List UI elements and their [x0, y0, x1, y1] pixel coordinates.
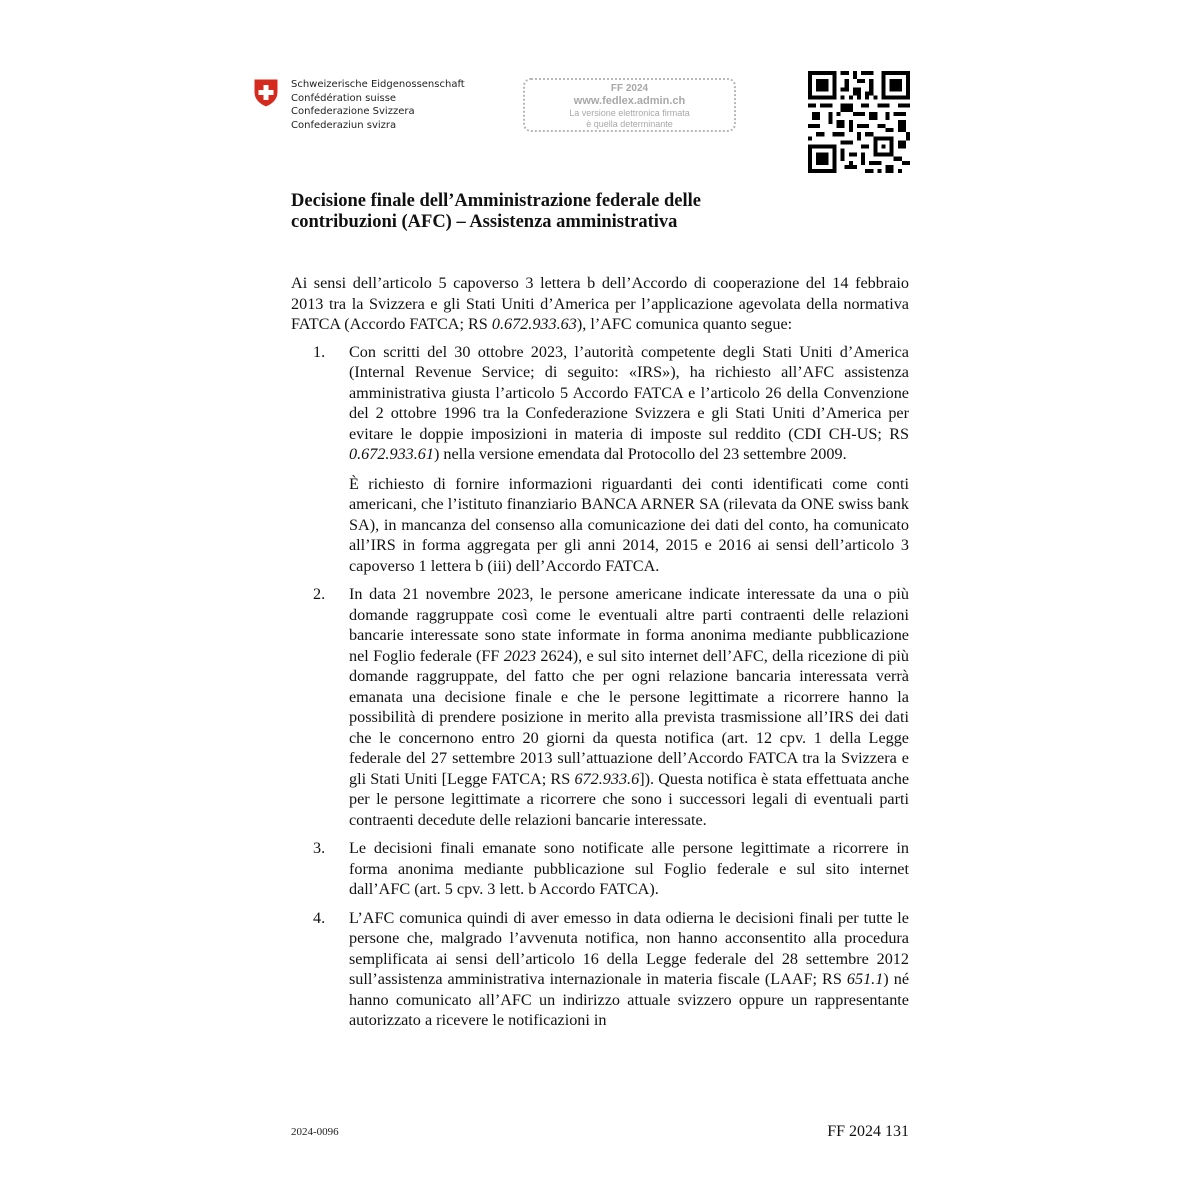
- numbered-item-3: [291, 838, 909, 900]
- item-number: 4.: [313, 908, 326, 927]
- item-2-paragraph: [349, 584, 909, 830]
- document-title: [291, 191, 851, 233]
- item-number: 2.: [313, 585, 326, 603]
- item-3-paragraph: Le decisioni finali emanate sono notificate alle persone legittimate a ricorrere in forma anonima mediante pubblicazione sul Foglio federale e sul sito internet dall’AFC (art. 5 cpv. 3 lett. b Accordo FATCA).: [349, 839, 909, 898]
- page-reference: FF 2024 131: [827, 1123, 909, 1140]
- item-text: ) nella versione emendata dal Protocollo del 23 settembre 2009.: [433, 445, 847, 463]
- item-text: ]). Questa notifica è stata effettuata anche per le persone legittimate a ricorrere che sono i successori legali di eventuali parti contraenti decedute delle relazioni bancarie interessate.: [349, 769, 909, 829]
- item-number: 1.: [313, 342, 326, 361]
- confederation-name-rm: Confederaziun svizra: [291, 119, 397, 131]
- rs-reference: 651.1: [846, 970, 884, 988]
- item-4-paragraph: [349, 908, 909, 1031]
- document-body: [291, 273, 909, 1039]
- title-line-2: contribuzioni (AFC) – Assistenza amministrativa: [291, 212, 678, 232]
- rs-reference: 672.933.6: [574, 769, 640, 788]
- item-text: 2624), e sul sito internet dell’AFC, della ricezione di più domande raggruppate, del fatto che per ogni relazione bancaria interessata verrà emanata una decisione finale e che le persone legittimate a ricorrere hanno la possibilità di prendere posizione in merito alla prevista trasmissione all’IRS dei dati che le concernono entro 20 giorni da questa notifica (art. 12 cpv. 1 della Legge federale del 27 settembre 2013 sull’attuazione dell’Accordo FATCA tra la Svizzera e gli Stati Uniti [Legge FATCA; RS: [349, 646, 909, 788]
- numbered-item-1: [291, 342, 909, 577]
- swiss-cross-shield-icon: [253, 78, 279, 108]
- item-text: L’AFC comunica quindi di aver emesso in data odierna le decisioni finali per tutte le persone che, malgrado l’avvenuta notifica, non hanno acconsentito alla procedura semplificata ai sensi dell’articolo 16 della Legge federale del 28 settembre 2012 sull’assistenza amministrativa internazionale in materia fiscale (LAAF; RS: [349, 908, 909, 988]
- stamp-note-2: è quella determinante: [586, 119, 673, 129]
- stamp-issue: FF 2024: [610, 83, 649, 94]
- item-number: 3.: [313, 839, 326, 857]
- item-text: In data 21 novembre 2023, le persone americane indicate interessate da una o più domande raggruppate così come le eventuali altre parti contraenti delle relazioni bancarie interessate sono state informate in forma anonima mediante pubblicazione nel Foglio federale (FF: [349, 585, 909, 665]
- rs-reference: 0.672.933.61: [349, 445, 434, 463]
- item-text: Con scritti del 30 ottobre 2023, l’autorità competente degli Stati Uniti d’America (Internal Revenue Service; di seguito: «IRS»), ha richiesto all’AFC assistenza amministrativa giusta l’articolo 5 Accordo FATCA e l’articolo 26 della Convenzione del 2 ottobre 1996 tra la Confederazione Svizzera e gli Stati Uniti d’America per evitare le doppie imposizioni in materia di imposte sul reddito (CDI CH-US; RS: [349, 342, 909, 443]
- numbered-item-4: [291, 908, 909, 1031]
- item-1-paragraph-1: [349, 342, 909, 465]
- document-id: 2024-0096: [291, 1126, 339, 1138]
- item-text: ) né hanno comunicato all’AFC un indirizzo attuale svizzero oppure un rappresentante autorizzato a ricevere le notificazioni in: [349, 970, 909, 1029]
- confederation-names: [291, 78, 465, 132]
- electronic-signature-stamp: [523, 78, 736, 132]
- qr-code-icon: [808, 71, 910, 173]
- intro-paragraph: [291, 273, 909, 335]
- confederation-name-de: Schweizerische Eidgenossenschaft: [291, 79, 465, 90]
- title-line-1: Decisione finale dell’Amministrazione federale delle: [291, 191, 701, 211]
- stamp-website: www.fedlex.admin.ch: [573, 95, 686, 107]
- numbered-item-2: [291, 584, 909, 830]
- intro-rs-reference: 0.672.933.63: [491, 315, 577, 333]
- ff-reference: 2023: [503, 646, 537, 665]
- stamp-note-1: La versione elettronica firmata: [569, 108, 690, 118]
- confederation-name-it: Confederazione Svizzera: [291, 106, 415, 117]
- item-1-paragraph-2: È richiesto di fornire informazioni riguardanti dei conti identificati come conti americani, che l’istituto finanziario BANCA ARNER SA (rilevata da ONE swiss bank SA), in mancanza del consenso alla comunicazione dei dati del conto, ha comunicato all’IRS in forma aggregata per gli anni 2014, 2015 e 2016 ai sensi dell’articolo 3 capoverso 1 lettera b (iii) dell’Accordo FATCA.: [349, 474, 909, 575]
- intro-text-end: ), l’AFC comunica quanto segue:: [576, 315, 793, 333]
- confederation-name-fr: Confédération suisse: [291, 92, 397, 104]
- intro-text: Ai sensi dell’articolo 5 capoverso 3 lettera b dell’Accordo di cooperazione del 14 febbraio 2013 tra la Svizzera e gli Stati Uniti d’America per l’applicazione agevolata della normativa FATCA (Accordo FATCA; RS: [291, 274, 909, 333]
